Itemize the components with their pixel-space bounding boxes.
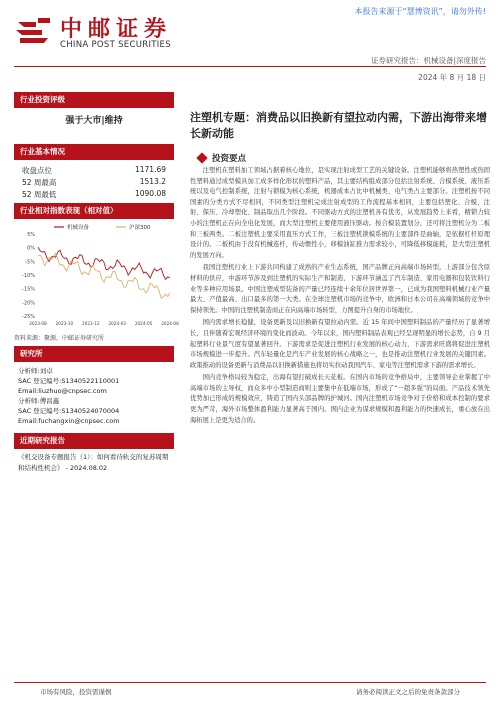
risk-notice: 市场有风险，投资需谨慎 [40, 688, 112, 696]
stat-value: 1090.08 [134, 189, 166, 198]
analyst-line: SAC 登记编号:S1340524070004 [18, 407, 120, 415]
analyst-line: SAC 登记编号:S1340522110001 [18, 377, 120, 385]
series-line-machinery [38, 247, 170, 279]
recent-report-link[interactable]: 《机交设备专题报告（1）：如何看待轨交的复苏周期和结构性机会》 - 2024.08.02 [18, 453, 169, 472]
y-tick-label: -5% [25, 259, 35, 266]
legend-label: 沪深300 [129, 225, 151, 231]
paragraph: 我国注塑机行业上下游共同构建了成熟的产业生态系统，国产品牌正向高端市场转型。上游部分包含原材料的供应，中游环节涉及到注塑机的实际生产和制造，下游环节涵盖了汽车制造、家用电器和包装饮料行业等多种应用场景。中国注塑成型装备的产量已经连续十余年位居世界第一，已成为我国塑料机械行业产量最大、产值最高、出口最多的第一大类。在全球注塑机市场的竞争中，欧洲和日本公司在高端领域的竞争中保持领先。中国的注塑机制造商正在向高端市场转型，力图提升自身的市场地位。 [190, 264, 490, 314]
paragraph: 注塑机在塑料加工领域占据着核心地位，是实现注射成型工艺的关键设备。注塑机能够将热塑性或热固性塑料通过成型模具加工成多样化形状的塑料产品，其主要结构组成部分包括注射系统、合模系统、液压系统以及电气控制系统，注射与锁模为核心系统，机器成本占比中机械类、电气类占主要部分。注塑机按不同国素的分类方式不尽相同，不同类型注塑机完成注射成型的工作流程基本相同，主要包括塑化、合模、注射、保压、冷却塑化、制品取出几个阶段。不同驱动方式的注塑机各有优劣，从发展趋势上来看，精锁力较小的注塑机正在向全电化发展，而大型注塑机主要使用液压驱动。按合模装置划分，还可将注塑机分为二板和三板两类。二板注塑机主要采用直压方式工作，三板注塑机锁模系统的主要部件是曲轴，是依据杠杆原理设计的。二板机由于没有机械连杆，传动惯性小，移模油缸推力需求较小，可降低移模能耗，是大型注塑机的发展方向。 [190, 167, 490, 259]
stat-value: 1513.2 [139, 177, 166, 186]
series-line-hs300 [38, 253, 170, 298]
y-tick-label: -15% [22, 286, 35, 293]
stat-label: 52 周最高 [22, 178, 57, 187]
y-tick-label: -20% [22, 300, 35, 307]
paragraph: 国内竞争格局较为稳定，出海有望打破成长天花板。在国内市场的竞争格局中，主要领导企业掌握了中高端市场的主导权，而众多中小型制造商则主要集中在低端市场，形成了“一超多强”的局面。产品技术领先优势加已形成的规模效应，铸造了国内头部品牌的护城河。国内注塑机市场竞争对于价格和成本控制的要求更为严苛，海外市场整体盈利能力显著高于国内。国内企业为谋求规模和盈利能力的快速成长，重心放在出海拓展上是更为适合的。 [190, 374, 490, 424]
x-tick-label: 2024-05 [134, 321, 153, 326]
research-heading: 研究所 [14, 346, 174, 362]
x-tick-label: 2023-10 [55, 321, 74, 326]
legend-label: 机械设备 [67, 225, 90, 231]
stat-label: 收盘点位 [22, 166, 52, 175]
header-divider [14, 66, 486, 67]
y-tick-label: 5% [27, 232, 35, 238]
stat-label: 52 周最低 [22, 190, 57, 199]
highlights-heading: 投资要点 [212, 154, 247, 164]
y-tick-label: -25% [22, 314, 35, 320]
paragraph: 国内需求增长稳健，设备更新及以旧换新有望拉动内需。近 15 年间中国塑料制品的产量经历了显著增长，且伴随着宏观经济环境的变化而波动。今年以来，国内塑料制品表观已经呈现明显的增长态势，自 9 月起塑料行业景气度有望显著回升。下游需求是促进注塑机行业发展的核心动力，下游需求旺盛将促进注塑机市场规模进一步提升。汽车轻量化是汽车产业发展的核心战略之一，也是推动注塑机行业发展的关键因素。政策推动的设备更新与消费品以旧换新措施也将切实拉动我国汽车、家电等注塑机需求下游的需求增长。 [190, 319, 490, 369]
stat-value: 1171.69 [134, 165, 166, 174]
report-date: 2024 年 8 月 18 日 [418, 73, 486, 82]
x-tick-label: 2023-08 [29, 321, 47, 326]
analyst-email: Email:fuchangxin@cnpsec.com [18, 417, 120, 425]
y-tick-label: 0% [27, 245, 35, 252]
industry-rating: 强于大市|维持 [65, 116, 123, 126]
stat-row-high [14, 177, 174, 188]
relative-index-chart [14, 220, 179, 330]
footer-divider [14, 682, 486, 683]
x-tick-label: 2023-12 [82, 321, 100, 326]
chart-heading: 行业相对指数表现（相对值） [14, 203, 174, 219]
rating-heading: 行业投资评级 [14, 92, 174, 108]
diamond-icon [196, 152, 207, 163]
x-tick-label: 2024-03 [108, 321, 126, 326]
logo-text-en: CHINA POST SECURITIES [60, 40, 171, 50]
x-tick-label: 2024-08 [161, 321, 179, 326]
disclaimer-notice: 请务必阅读正文之后的免责条款部分 [356, 688, 460, 696]
analyst-email: Email:liuzhuo@cnpsec.com [18, 387, 107, 395]
stat-row-low [14, 189, 174, 200]
report-type: 证券研究报告：机械设备|深度报告 [370, 56, 486, 65]
chart-source: 资料来源：聚源，中邮证券研究所 [14, 335, 105, 342]
analyst-line: 分析师:刘卓 [18, 367, 53, 375]
basic-info-heading: 行业基本情况 [14, 144, 174, 160]
report-body [190, 166, 490, 428]
recent-reports-heading: 近期研究报告 [14, 433, 174, 449]
logo-text-cn: 中邮证券 [60, 17, 173, 42]
analyst-line: 分析师:傅昌鑫 [18, 397, 60, 405]
stat-row-close [14, 165, 174, 176]
report-title: 注塑机专题：消费品以旧换新有望拉动内需，下游出海带来增长新动能 [190, 111, 487, 140]
source-notice: 本报告来源于“慧博资讯”，请勿外传! [354, 7, 486, 16]
y-tick-label: -10% [22, 273, 35, 279]
logo-icon [14, 14, 54, 50]
